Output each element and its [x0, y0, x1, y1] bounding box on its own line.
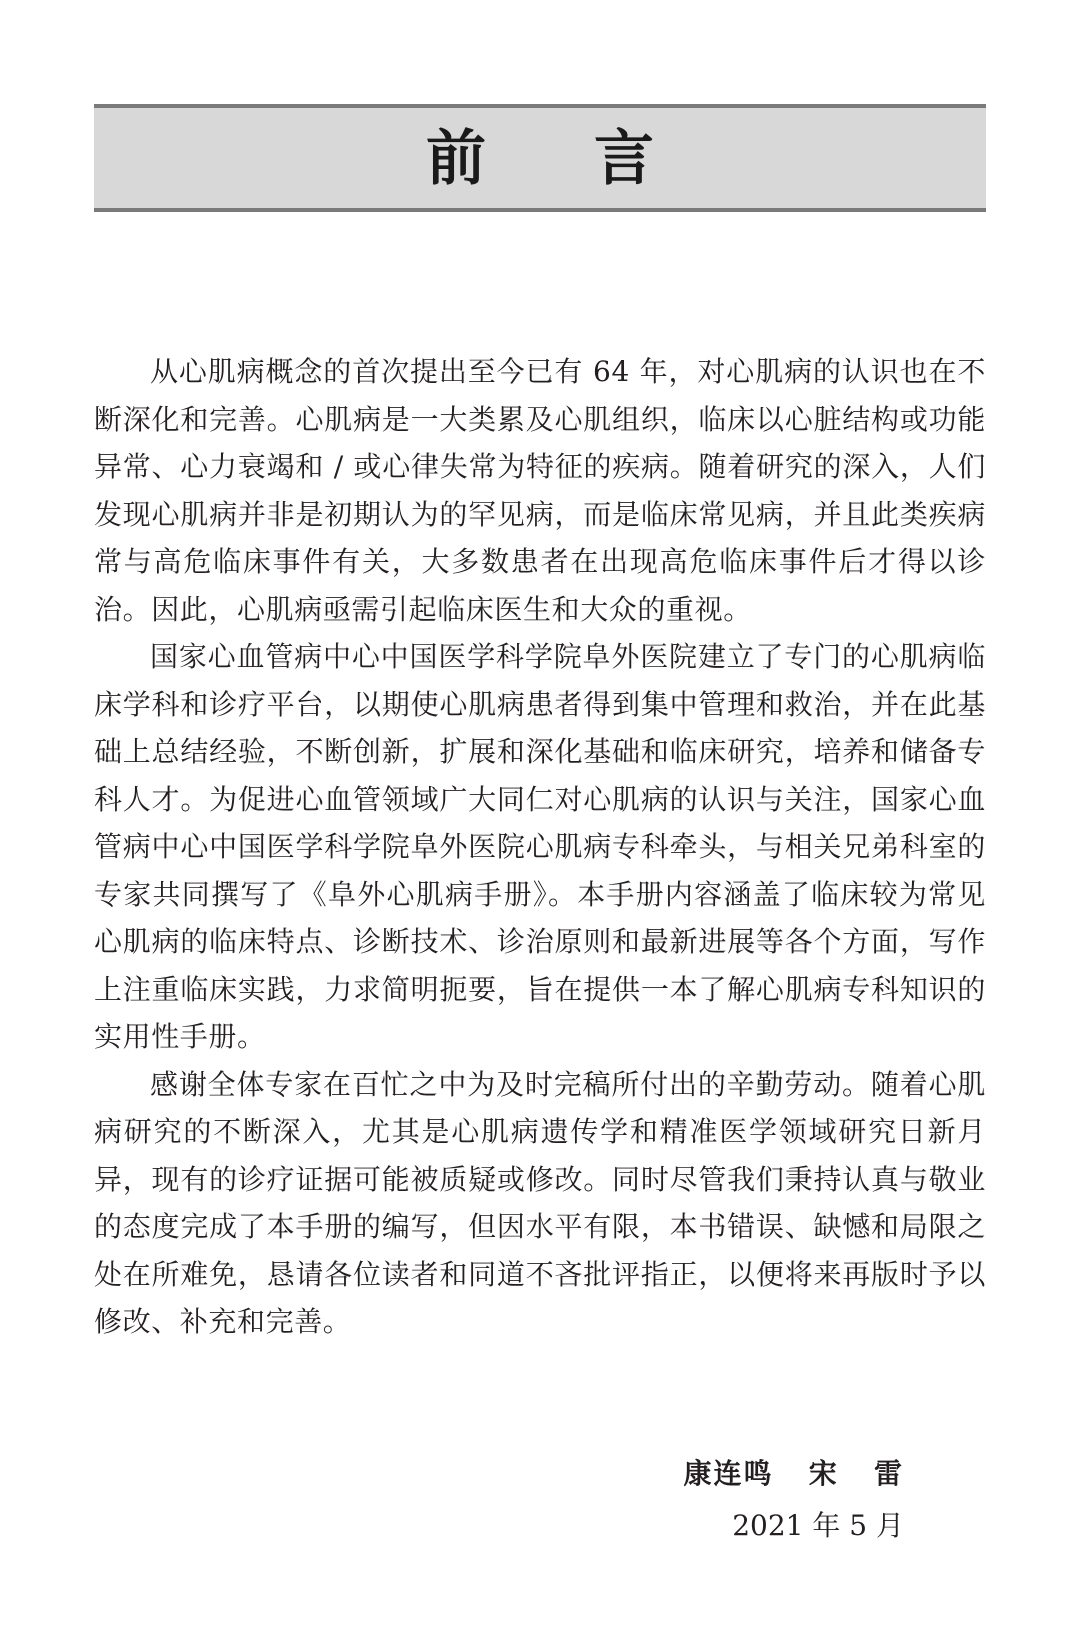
page-title: 前言	[426, 124, 762, 194]
paragraph-2: 国家心血管病中心中国医学科学院阜外医院建立了专门的心肌病临床学科和诊疗平台，以期使心肌病患者得到集中管理和救治，并在此基础上总结经验，不断创新，扩展和深化基础和临床研究，培养和储备专科人才。为促进心血管领域广大同仁对心肌病的认识与关注，国家心血管病中心中国医学科学院阜外医院心肌病专科牵头，与相关兄弟科室的专家共同撰写了《阜外心肌病手册》。本手册内容涵盖了临床较为常见心肌病的临床特点、诊断技术、诊治原则和最新进展等各个方面，写作上注重临床实践，力求简明扼要，旨在提供一本了解心肌病专科知识的实用性手册。	[94, 640, 986, 1053]
preface-body	[94, 348, 986, 1346]
signature-date: 2021 年 5 月	[732, 1509, 904, 1542]
title-band	[94, 104, 986, 212]
paragraph-1: 从心肌病概念的首次提出至今已有 64 年，对心肌病的认识也在不断深化和完善。心肌病是一大类累及心肌组织，临床以心脏结构或功能异常、心力衰竭和 / 或心律失常为特征的疾病。随着研究的深入，人们发现心肌病并非是初期认为的罕见病，而是临床常见病，并且此类疾病常与高危临床事件有关，大多数患者在出现高危临床事件后才得以诊治。因此，心肌病亟需引起临床医生和大众的重视。	[94, 355, 986, 626]
signature-block	[684, 1452, 905, 1546]
paragraph-3: 感谢全体专家在百忙之中为及时完稿所付出的辛勤劳动。随着心肌病研究的不断深入，尤其是心肌病遗传学和精准医学领域研究日新月异，现有的诊疗证据可能被质疑或修改。同时尽管我们秉持认真与敬业的态度完成了本手册的编写，但因水平有限，本书错误、缺憾和局限之处在所难免，恳请各位读者和同道不吝批评指正，以便将来再版时予以修改、补充和完善。	[94, 1067, 986, 1338]
author-names: 康连鸣 宋 雷	[683, 1457, 904, 1490]
